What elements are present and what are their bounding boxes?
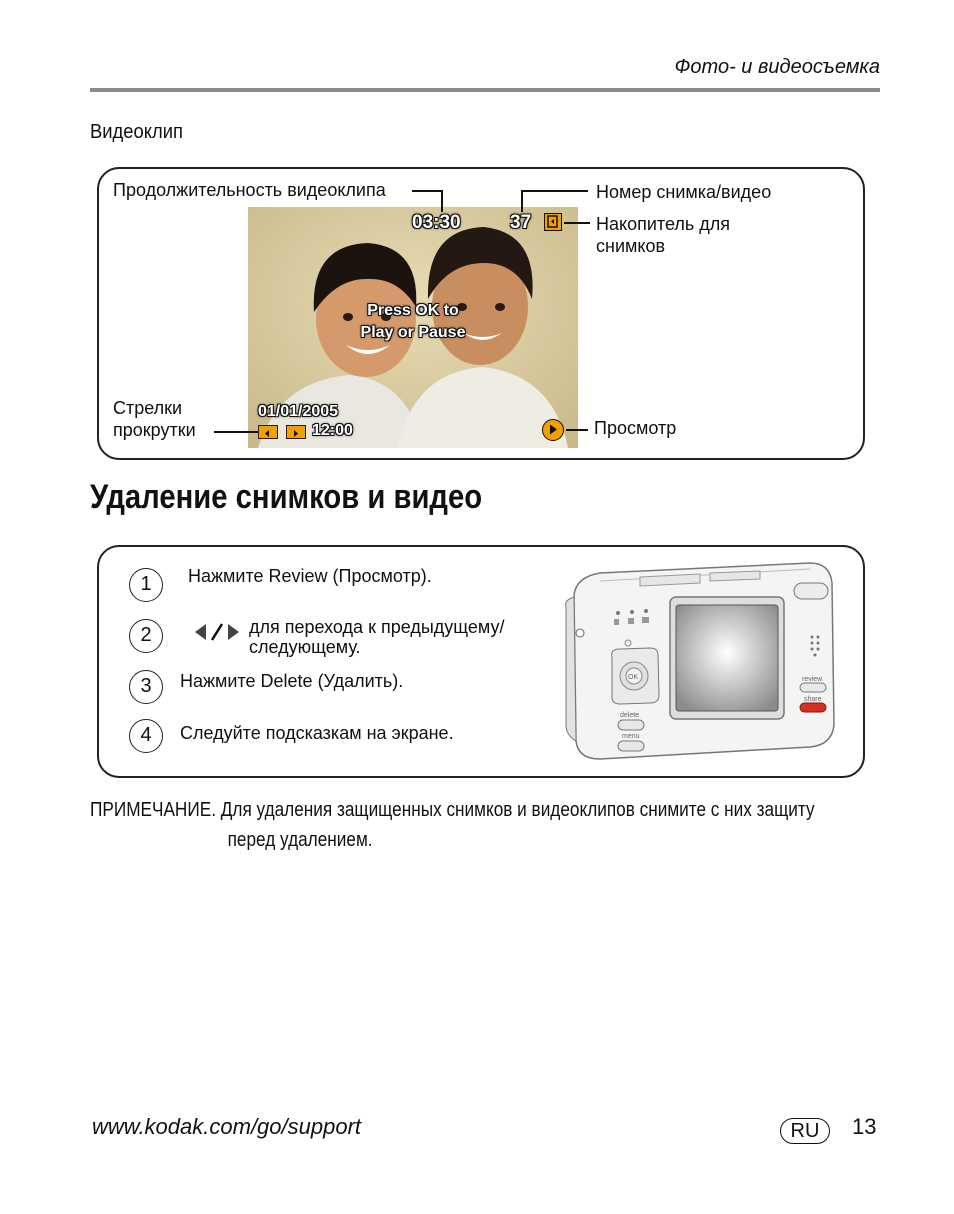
callout-storage-line1: Накопитель для xyxy=(596,214,730,234)
callout-scroll-line2: прокрутки xyxy=(113,420,196,440)
playback-hint-line2: Play or Pause xyxy=(360,324,466,341)
video-preview-photo xyxy=(248,207,578,448)
duration-readout: 03:30 xyxy=(412,212,461,233)
image-number-readout: 37 xyxy=(510,212,532,233)
play-icon xyxy=(542,419,564,441)
leader-line xyxy=(412,190,442,192)
note-line2: перед удалением. xyxy=(227,829,373,851)
note-label: ПРИМЕЧАНИЕ. xyxy=(90,799,216,821)
menu-label: menu xyxy=(622,733,640,740)
playback-hint-line1: Press OK to xyxy=(367,302,459,319)
running-header: Фото- и видеосъемка xyxy=(674,56,880,78)
header-rule xyxy=(90,88,880,92)
leader-line xyxy=(564,222,590,224)
ok-label: OK xyxy=(628,674,639,681)
callout-image-number: Номер снимка/видео xyxy=(596,182,772,202)
page-heading: Удаление снимков и видео xyxy=(90,478,483,516)
camera-illustration xyxy=(560,555,840,770)
step-text xyxy=(249,617,504,657)
scroll-right-icon xyxy=(286,425,306,439)
leader-line xyxy=(521,190,588,192)
callout-scroll-arrows xyxy=(113,397,196,441)
leader-line xyxy=(566,429,588,431)
step-text-line1: для перехода к предыдущему/ xyxy=(249,617,505,637)
step-number: 3 xyxy=(129,670,163,704)
camera-body-drawing xyxy=(560,555,840,770)
left-right-arrows-icon xyxy=(192,621,242,648)
date-readout: 01/01/2005 xyxy=(258,403,339,420)
step-number: 2 xyxy=(129,619,163,653)
section-label: Видеоклип xyxy=(90,121,183,143)
scroll-left-icon xyxy=(258,425,278,439)
step-text: Нажмите Review (Просмотр). xyxy=(188,566,432,586)
leader-line xyxy=(441,190,443,212)
step-number: 1 xyxy=(129,568,163,602)
language-badge: RU xyxy=(780,1118,830,1144)
leader-line xyxy=(214,431,258,433)
step-text: Следуйте подсказкам на экране. xyxy=(180,723,454,743)
note-line1: Для удаления защищенных снимков и видеоклипов снимите с них защиту xyxy=(220,799,815,821)
note-block xyxy=(90,795,916,855)
callout-storage-line2: снимков xyxy=(596,236,666,256)
delete-label: delete xyxy=(620,712,640,719)
leader-line xyxy=(521,190,523,212)
share-label: share xyxy=(804,696,822,703)
playback-hint xyxy=(248,300,578,344)
callout-scroll-line1: Стрелки xyxy=(113,398,183,418)
callout-duration: Продолжительность видеоклипа xyxy=(113,180,386,200)
page-number: 13 xyxy=(852,1114,877,1139)
step-text-line2: следующему. xyxy=(249,637,361,657)
callout-storage xyxy=(596,213,730,257)
step-text: Нажмите Delete (Удалить). xyxy=(180,671,404,691)
step-number: 4 xyxy=(129,719,163,753)
review-label: review xyxy=(802,676,823,683)
callout-review: Просмотр xyxy=(594,418,677,438)
support-url: www.kodak.com/go/support xyxy=(92,1114,362,1139)
storage-icon xyxy=(544,213,562,231)
time-readout: 12:00 xyxy=(312,422,353,439)
